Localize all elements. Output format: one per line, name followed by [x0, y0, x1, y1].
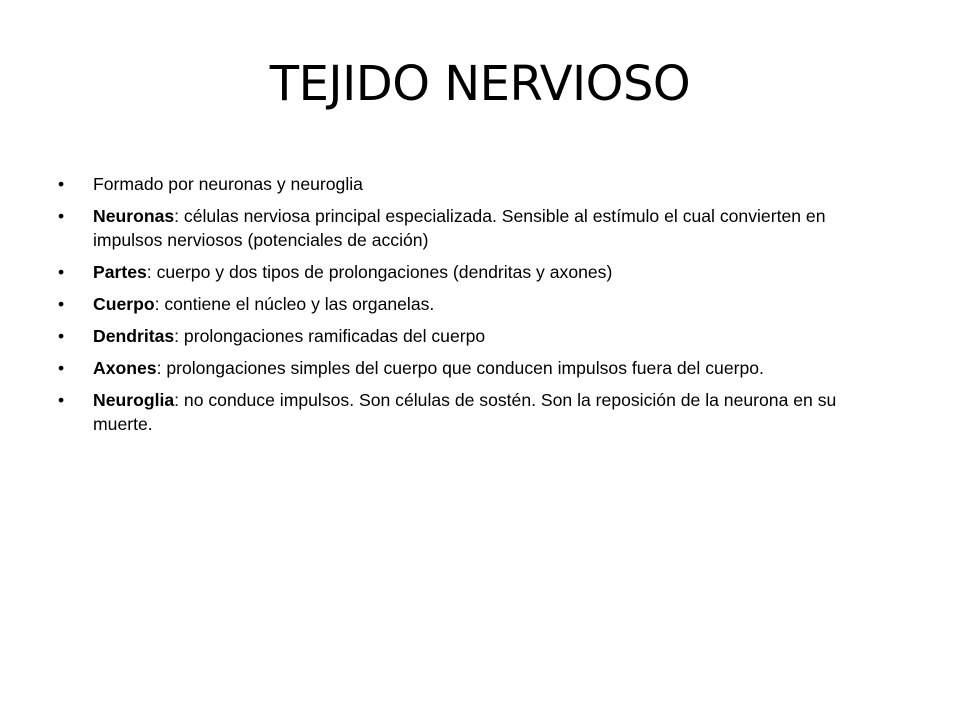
bullet-text: Formado por neuronas y neuroglia	[93, 174, 363, 194]
bullet-term: Dendritas	[93, 326, 175, 346]
bullet-dot-icon: •	[58, 174, 65, 194]
bullet-dot-icon: •	[58, 390, 65, 410]
bullet-dot-icon: •	[58, 358, 65, 378]
bullet-item-cuerpo	[58, 292, 868, 316]
bullet-text: : cuerpo y dos tipos de prolongaciones (dendritas y axones)	[146, 262, 613, 282]
bullet-dot-icon: •	[58, 206, 65, 226]
bullet-item-neuroglia	[58, 388, 868, 436]
slide-title: TEJIDO NERVIOSO	[269, 56, 691, 112]
bullet-term: Neuronas	[93, 206, 175, 226]
bullet-text: : prolongaciones ramificadas del cuerpo	[174, 326, 486, 346]
bullet-item-partes	[58, 260, 868, 284]
bullet-text: : no conduce impulsos. Son células de sostén. Son la reposición de la neurona en su muerte.	[93, 390, 837, 434]
bullet-dot-icon: •	[58, 262, 65, 282]
bullet-term: Axones	[93, 358, 157, 378]
bullet-text: : prolongaciones simples del cuerpo que conducen impulsos fuera del cuerpo.	[156, 358, 764, 378]
bullet-text: : contiene el núcleo y las organelas.	[154, 294, 435, 314]
bullet-dot-icon: •	[58, 326, 65, 346]
bullet-list	[58, 172, 868, 444]
bullet-item-dendritas	[58, 324, 868, 348]
bullet-term: Cuerpo	[93, 294, 155, 314]
bullet-term: Neuroglia	[93, 390, 175, 410]
bullet-item-formado	[58, 172, 868, 196]
bullet-item-neuronas	[58, 204, 868, 252]
bullet-term: Partes	[93, 262, 147, 282]
bullet-dot-icon: •	[58, 294, 65, 314]
bullet-text: : células nerviosa principal especializada. Sensible al estímulo el cual convierten en impulsos nerviosos (potenciales de acción)	[93, 206, 826, 250]
bullet-item-axones	[58, 356, 868, 380]
